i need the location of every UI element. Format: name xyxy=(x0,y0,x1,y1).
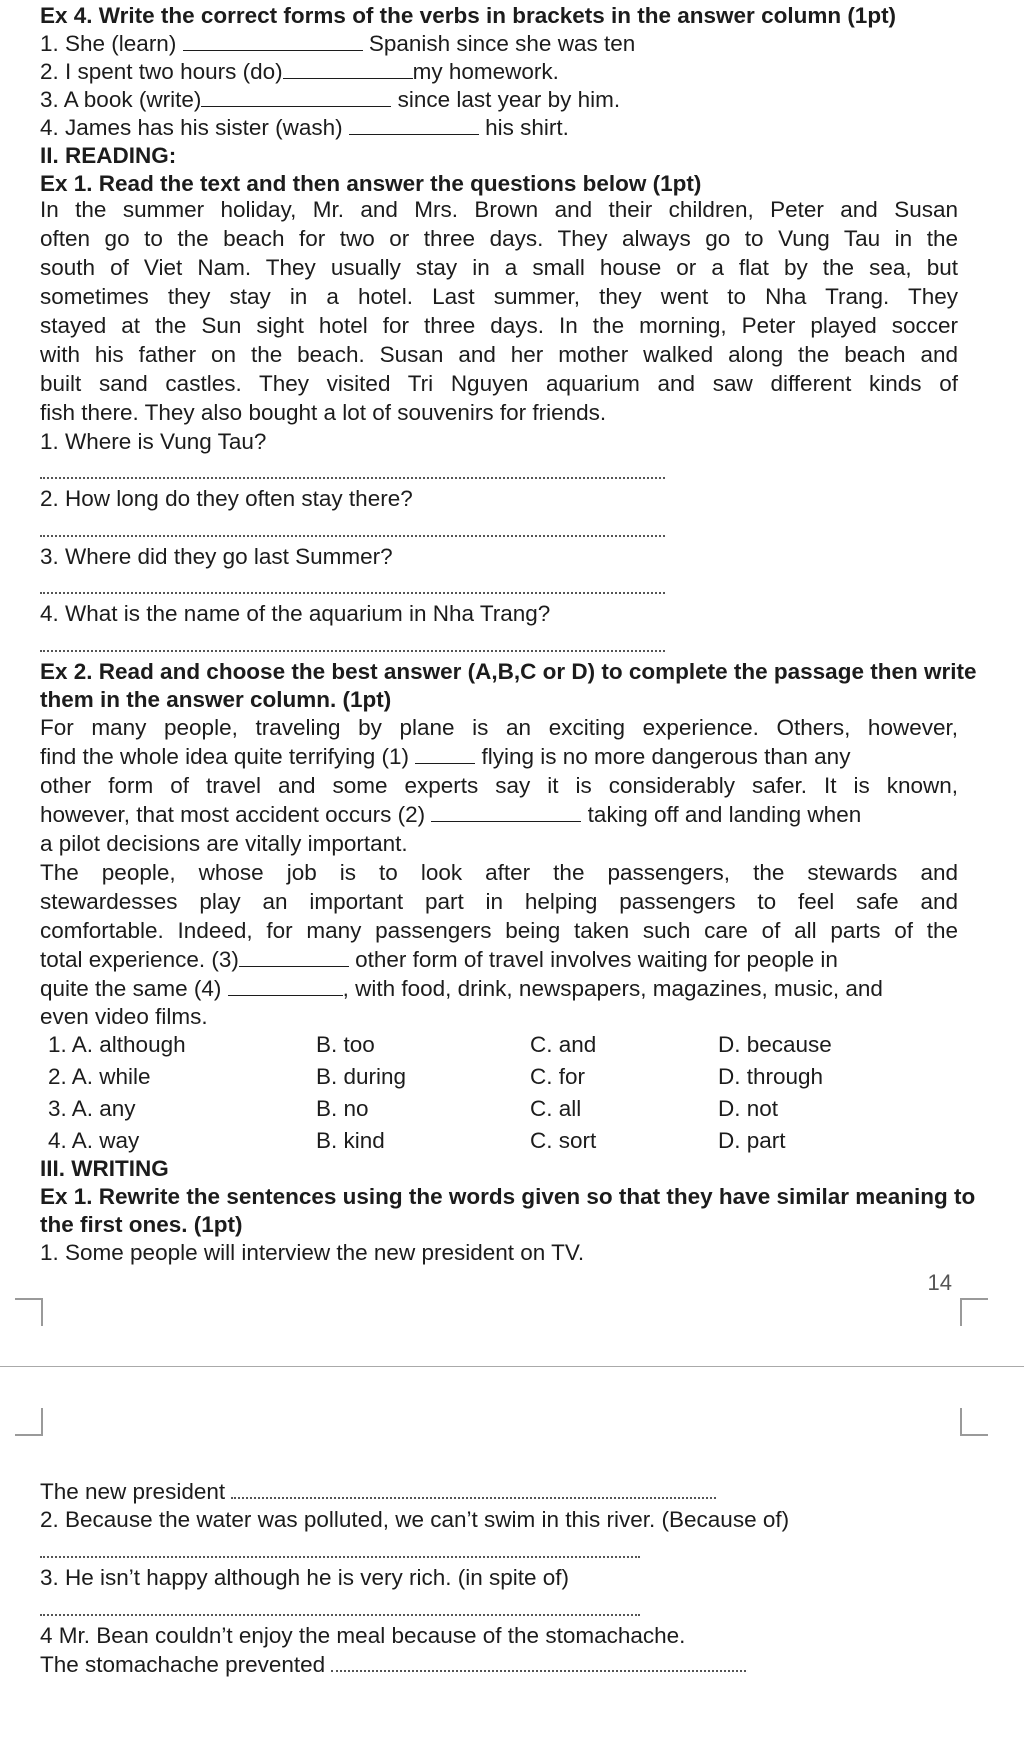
passage-line: quite the same (4) , with food, drink, newspapers, magazines, music, and xyxy=(40,976,883,1001)
answer-blank[interactable] xyxy=(228,975,343,996)
answer-dotted-line[interactable] xyxy=(40,535,665,537)
option-4a[interactable]: 4. A. way xyxy=(48,1128,140,1153)
passage-line: stewardesses play an important part in helping passengers to feel safe and xyxy=(40,889,958,914)
question-2: 2. How long do they often stay there? xyxy=(40,486,413,511)
writing-question-3: 3. He isn’t happy although he is very rich. (in spite of) xyxy=(40,1565,570,1590)
crop-mark-icon xyxy=(15,1408,43,1436)
option-2c[interactable]: C. for xyxy=(530,1064,586,1089)
option-2b[interactable]: B. during xyxy=(316,1064,407,1089)
option-4d[interactable]: D. part xyxy=(718,1128,786,1153)
passage-line: In the summer holiday, Mr. and Mrs. Brown and their children, Peter and Susan xyxy=(40,197,958,222)
passage-line: a pilot decisions are vitally important. xyxy=(40,831,408,856)
option-1a[interactable]: 1. A. although xyxy=(48,1032,186,1057)
passage-line: total experience. (3) other form of travel involves waiting for people in xyxy=(40,947,838,972)
passage-line: south of Viet Nam. They usually stay in a small house or a flat by the sea, but xyxy=(40,255,958,280)
writing-heading: III. WRITING xyxy=(40,1156,169,1181)
passage-line: however, that most accident occurs (2) taking off and landing when xyxy=(40,802,862,827)
question-1: 1. Where is Vung Tau? xyxy=(40,429,267,454)
answer-dotted-line[interactable] xyxy=(331,1652,746,1672)
passage-line: other form of travel and some experts say it is considerably safer. It is known, xyxy=(40,773,958,798)
passage-line: For many people, traveling by plane is an exciting experience. Others, however, xyxy=(40,715,958,740)
writing-ex1-title: the first ones. (1pt) xyxy=(40,1212,243,1237)
answer-blank[interactable] xyxy=(415,743,475,764)
option-3b[interactable]: B. no xyxy=(316,1096,369,1121)
option-1b[interactable]: B. too xyxy=(316,1032,375,1057)
answer-dotted-line[interactable] xyxy=(40,1556,640,1558)
option-3d[interactable]: D. not xyxy=(718,1096,779,1121)
answer-dotted-line[interactable] xyxy=(40,1614,640,1616)
passage-line: stayed at the Sun sight hotel for three days. In the morning, Peter played soccer xyxy=(40,313,958,338)
reading-ex1-title: Ex 1. Read the text and then answer the questions below (1pt) xyxy=(40,171,702,196)
answer-blank[interactable] xyxy=(431,801,581,822)
ex4-item-1: 1. She (learn) Spanish since she was ten xyxy=(40,31,636,56)
answer-dotted-line[interactable] xyxy=(40,477,665,479)
option-3a[interactable]: 3. A. any xyxy=(48,1096,136,1121)
answer-blank[interactable] xyxy=(349,114,479,135)
ex4-title: Ex 4. Write the correct forms of the verbs in brackets in the answer column (1pt) xyxy=(40,3,897,28)
page-number: 14 xyxy=(927,1270,952,1295)
passage-line: fish there. They also bought a lot of souvenirs for friends. xyxy=(40,400,607,425)
crop-mark-icon xyxy=(15,1298,43,1326)
writing-answer-4: The stomachache prevented xyxy=(40,1651,746,1679)
question-4: 4. What is the name of the aquarium in Nha Trang? xyxy=(40,601,551,626)
answer-blank[interactable] xyxy=(201,86,391,107)
passage-line: even video films. xyxy=(40,1004,208,1029)
passage-line: often go to the beach for two or three days. They always go to Vung Tau in the xyxy=(40,226,958,251)
writing-question-2: 2. Because the water was polluted, we can’t swim in this river. (Because of) xyxy=(40,1507,790,1532)
option-4c[interactable]: C. sort xyxy=(530,1128,597,1153)
option-1c[interactable]: C. and xyxy=(530,1032,597,1057)
ex4-item-3: 3. A book (write) since last year by him. xyxy=(40,87,621,112)
ex4-item-4: 4. James has his sister (wash) his shirt. xyxy=(40,115,569,140)
ex4-item-2: 2. I spent two hours (do) my homework. xyxy=(40,59,559,84)
option-4b[interactable]: B. kind xyxy=(316,1128,385,1153)
reading-ex2-title: them in the answer column. (1pt) xyxy=(40,687,392,712)
answer-dotted-line[interactable] xyxy=(40,592,665,594)
crop-mark-icon xyxy=(960,1408,988,1436)
page-divider xyxy=(0,1366,1024,1367)
passage-line: find the whole idea quite terrifying (1) flying is no more dangerous than any xyxy=(40,744,851,769)
reading-heading: II. READING: xyxy=(40,143,177,168)
answer-blank[interactable] xyxy=(283,58,413,79)
crop-mark-icon xyxy=(960,1298,988,1326)
writing-question-4: 4 Mr. Bean couldn’t enjoy the meal because of the stomachache. xyxy=(40,1623,686,1648)
passage-line: The people, whose job is to look after the passengers, the stewards and xyxy=(40,860,958,885)
writing-answer-1: The new president xyxy=(40,1478,716,1506)
passage-line: comfortable. Indeed, for many passengers being taken such care of all parts of the xyxy=(40,918,958,943)
reading-ex2-title: Ex 2. Read and choose the best answer (A,B,C or D) to complete the passage then write xyxy=(40,659,977,684)
passage-line: with his father on the beach. Susan and her mother walked along the beach and xyxy=(40,342,958,367)
writing-ex1-title: Ex 1. Rewrite the sentences using the words given so that they have similar meaning to xyxy=(40,1184,976,1209)
answer-blank[interactable] xyxy=(239,946,349,967)
passage-line: built sand castles. They visited Tri Nguyen aquarium and saw different kinds of xyxy=(40,371,958,396)
answer-blank[interactable] xyxy=(183,30,363,51)
answer-dotted-line[interactable] xyxy=(231,1479,716,1499)
question-3: 3. Where did they go last Summer? xyxy=(40,544,393,569)
answer-dotted-line[interactable] xyxy=(40,650,665,652)
option-2d[interactable]: D. through xyxy=(718,1064,824,1089)
option-1d[interactable]: D. because xyxy=(718,1032,832,1057)
passage-line: sometimes they stay in a hotel. Last summer, they went to Nha Trang. They xyxy=(40,284,958,309)
writing-question-1: 1. Some people will interview the new president on TV. xyxy=(40,1240,585,1265)
option-2a[interactable]: 2. A. while xyxy=(48,1064,151,1089)
option-3c[interactable]: C. all xyxy=(530,1096,582,1121)
